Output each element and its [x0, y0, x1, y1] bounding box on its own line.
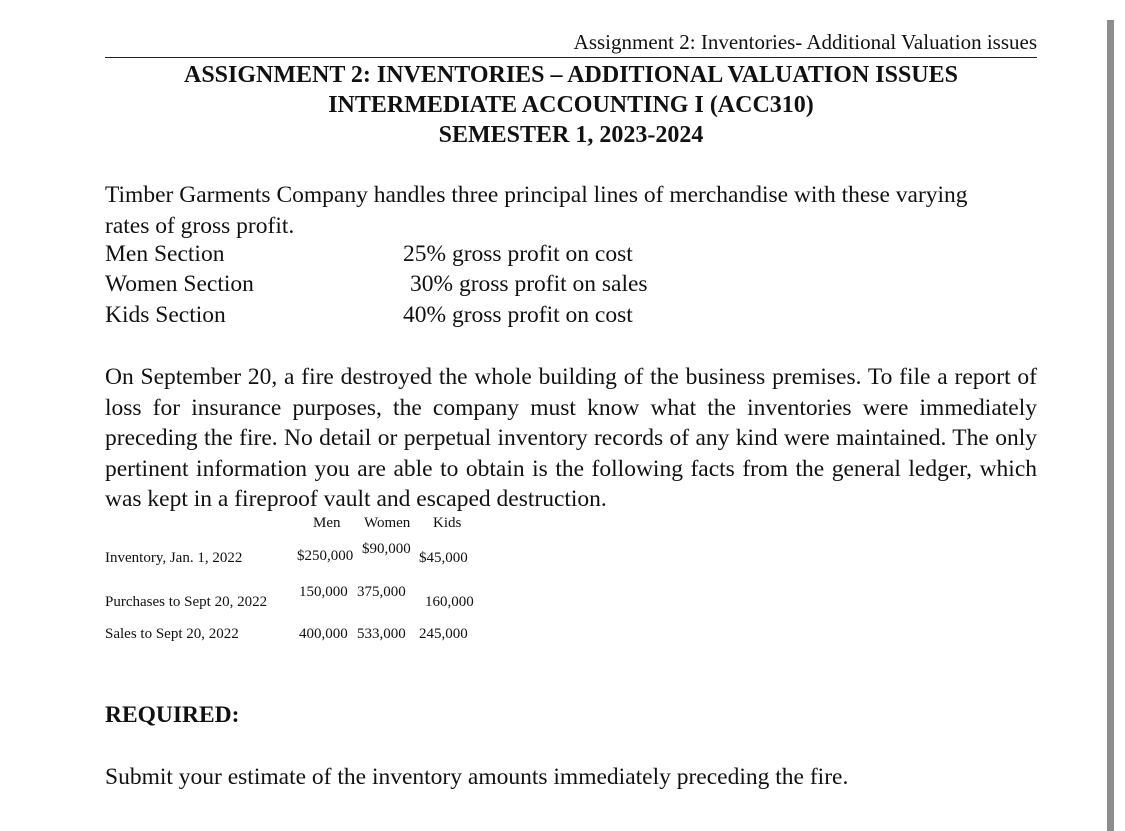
cell: 533,000 — [357, 626, 406, 642]
cell: 150,000 — [299, 584, 348, 600]
header-rule — [105, 57, 1037, 58]
scrollbar[interactable] — [1107, 20, 1114, 831]
row-label: Sales to Sept 20, 2022 — [105, 626, 239, 642]
cell: 375,000 — [357, 584, 406, 600]
running-header: Assignment 2: Inventories- Additional Valuation issues — [573, 30, 1037, 54]
course-title: INTERMEDIATE ACCOUNTING I (ACC310) — [328, 92, 814, 118]
cell: 245,000 — [419, 626, 468, 642]
document-title: ASSIGNMENT 2: INVENTORIES – ADDITIONAL VALUATION ISSUES — [183, 62, 958, 88]
row-label: Inventory, Jan. 1, 2022 — [105, 550, 243, 566]
section-rate: 25% gross profit on cost — [403, 241, 633, 267]
section-rate: 30% gross profit on sales — [410, 271, 648, 297]
section-name: Women Section — [105, 271, 254, 297]
scenario-paragraph: On September 20, a fire destroyed the whole building of the business premises. To file a report of loss for insurance purposes, the company must know what the inventories were immediately preceding the fire. No detail or perpetual inventory records of any kind were maintained. The only pertinent information you are able to obtain is the following facts from the general ledger, which was kept in a fireproof vault and escaped destruction. — [105, 364, 1037, 512]
semester-title: SEMESTER 1, 2023-2024 — [438, 122, 704, 148]
cell: $45,000 — [419, 550, 468, 566]
required-heading: REQUIRED: — [105, 702, 240, 728]
intro-paragraph: Timber Garments Company handles three principal lines of merchandise with these varying rates of gross profit. — [105, 182, 968, 239]
section-name: Kids Section — [105, 302, 226, 328]
section-name: Men Section — [105, 241, 225, 267]
cell: $250,000 — [297, 548, 354, 564]
section-rate: 40% gross profit on cost — [403, 302, 633, 328]
row-label: Purchases to Sept 20, 2022 — [105, 594, 268, 610]
required-text: Submit your estimate of the inventory amounts immediately preceding the fire. — [105, 764, 849, 790]
column-header: Kids — [433, 515, 462, 531]
column-header: Women — [364, 515, 411, 531]
cell: $90,000 — [362, 541, 411, 557]
column-header: Men — [313, 515, 341, 531]
cell: 160,000 — [425, 594, 474, 610]
cell: 400,000 — [299, 626, 348, 642]
